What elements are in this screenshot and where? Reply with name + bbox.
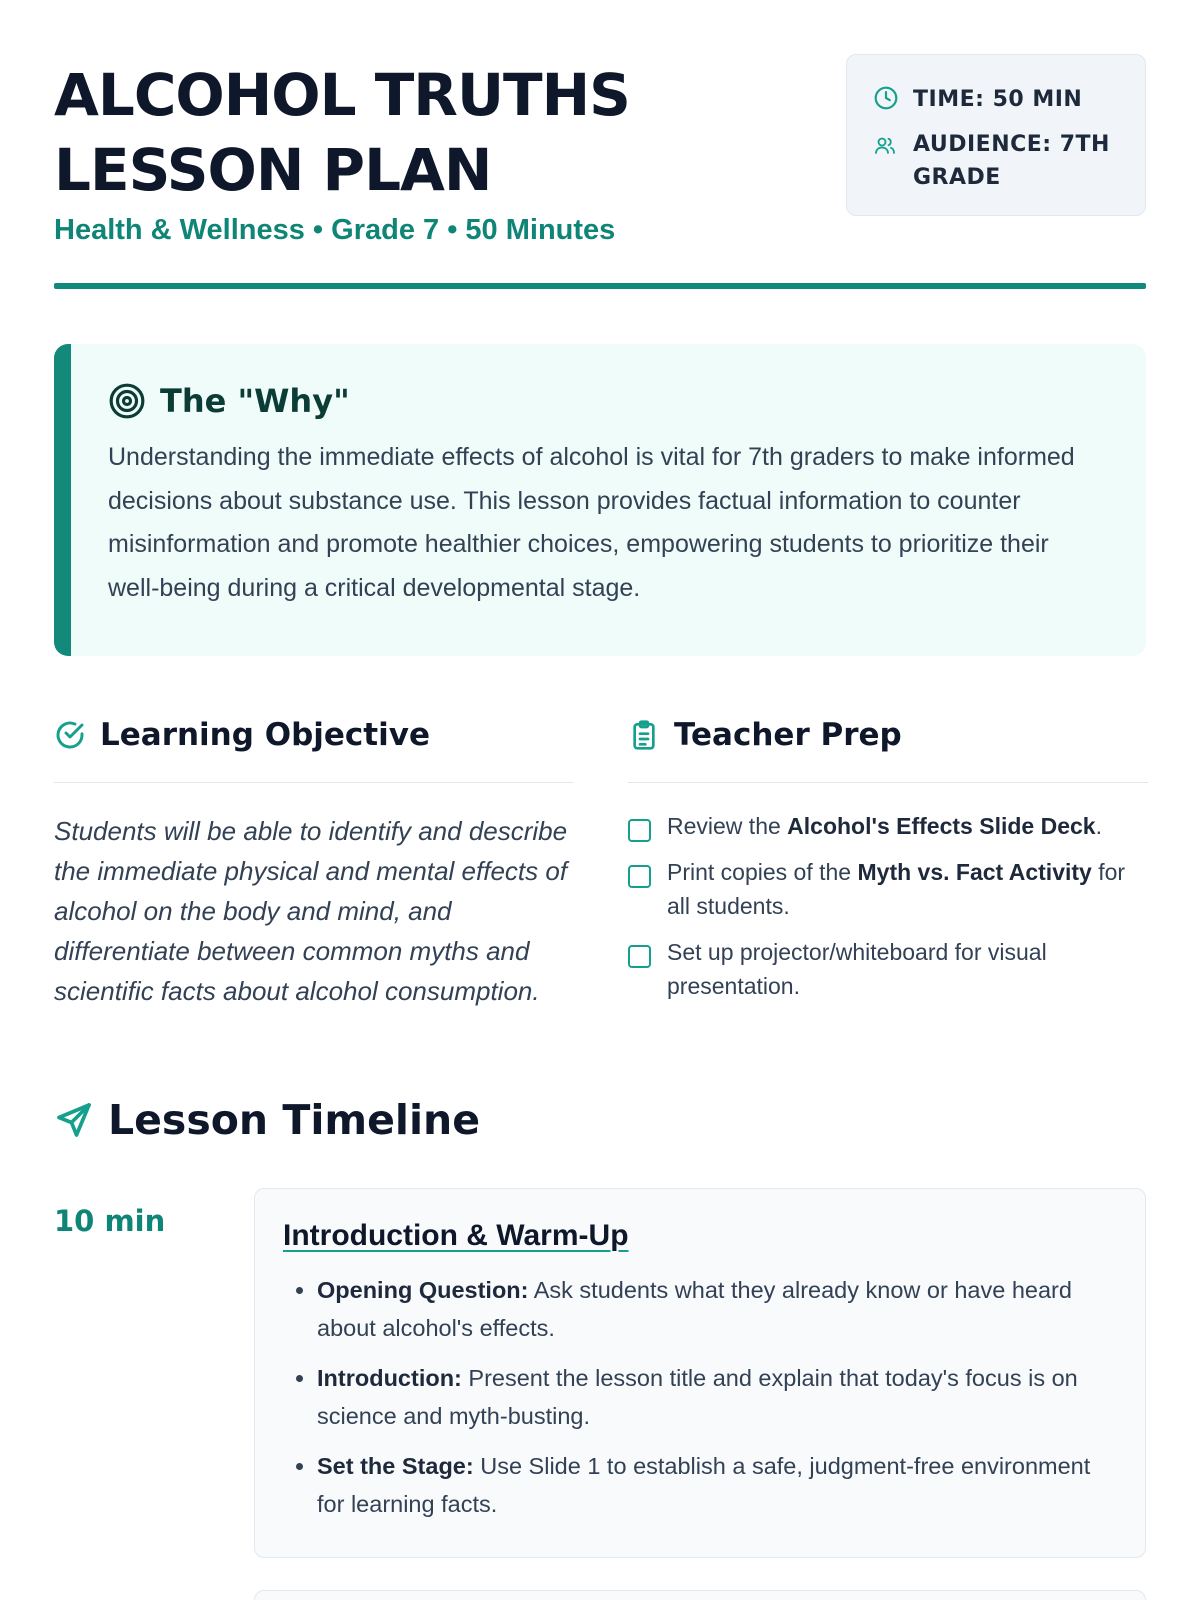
timeline-next-card (254, 1590, 1146, 1600)
list-item: • Introduction: Present the lesson title and explain that today's focus is on science and myth-busting. (317, 1359, 1111, 1435)
page-subtitle: Health & Wellness • Grade 7 • 50 Minutes (54, 214, 616, 246)
timeline-heading (54, 1096, 480, 1144)
clock-icon (873, 85, 899, 111)
lesson-plan-page (54, 0, 1146, 1517)
objective-divider (54, 782, 574, 783)
header-divider (54, 283, 1146, 289)
objective-section (54, 712, 574, 1011)
prep-heading-text: Teacher Prep (674, 717, 902, 753)
timeline-heading-text: Lesson Timeline (108, 1096, 481, 1144)
check-circle-icon (54, 719, 86, 751)
why-heading-text: The "Why" (160, 382, 350, 420)
objective-text: Students will be able to identify and describe the immediate physical and mental effects of alcohol on the body and mind, and differentiate between common myths and scientific facts about alcohol consumption. (54, 816, 568, 1006)
checkbox[interactable] (628, 945, 651, 968)
prep-item[interactable] (628, 855, 1148, 923)
why-heading (108, 382, 1096, 420)
page-title: ALCOHOL TRUTHS LESSON PLAN (54, 61, 630, 204)
why-section (54, 344, 1146, 656)
checkbox[interactable] (628, 865, 651, 888)
prep-item-text: Set up projector/whiteboard for visual presentation. (667, 939, 1047, 999)
timeline-step-bullets (283, 1271, 1111, 1523)
prep-heading (628, 712, 1148, 758)
prep-divider (628, 782, 1148, 783)
checkbox[interactable] (628, 819, 651, 842)
meta-box (846, 54, 1146, 216)
meta-audience-text: AUDIENCE: 7TH GRADE (913, 132, 1110, 190)
prep-item[interactable] (628, 809, 1148, 843)
list-item: • Opening Question: Ask students what they already know or have heard about alcohol's effects. (317, 1271, 1111, 1347)
prep-item-text: Review the Alcohol's Effects Slide Deck. (667, 813, 1102, 839)
timeline-step-time: 10 min (54, 1204, 166, 1238)
objective-heading-text: Learning Objective (100, 717, 430, 753)
why-body: Understanding the immediate effects of alcohol is vital for 7th graders to make informed decisions about substance use. This lesson provides factual information to counter misinformation and promote healthier choices, empowering students to prioritize their well-being during a critical developmental stage. (108, 443, 1075, 602)
target-icon (108, 382, 146, 420)
prep-item-text: Print copies of the Myth vs. Fact Activity for all students. (667, 859, 1126, 919)
users-icon (873, 134, 899, 160)
meta-time (873, 83, 1119, 116)
timeline-step-card (254, 1188, 1146, 1558)
timeline-step-title: Introduction & Warm-Up (283, 1219, 629, 1252)
clipboard-icon (628, 719, 660, 751)
prep-item[interactable] (628, 935, 1148, 1003)
meta-time-text: TIME: 50 MIN (913, 87, 1083, 112)
list-item: • Set the Stage: Use Slide 1 to establish a safe, judgment-free environment for learning facts. (317, 1447, 1111, 1523)
send-arrow-icon (54, 1100, 94, 1140)
objective-heading (54, 712, 574, 758)
prep-list (628, 809, 1148, 1003)
meta-audience (873, 128, 1119, 194)
prep-section (628, 712, 1148, 1015)
header (54, 0, 1146, 292)
